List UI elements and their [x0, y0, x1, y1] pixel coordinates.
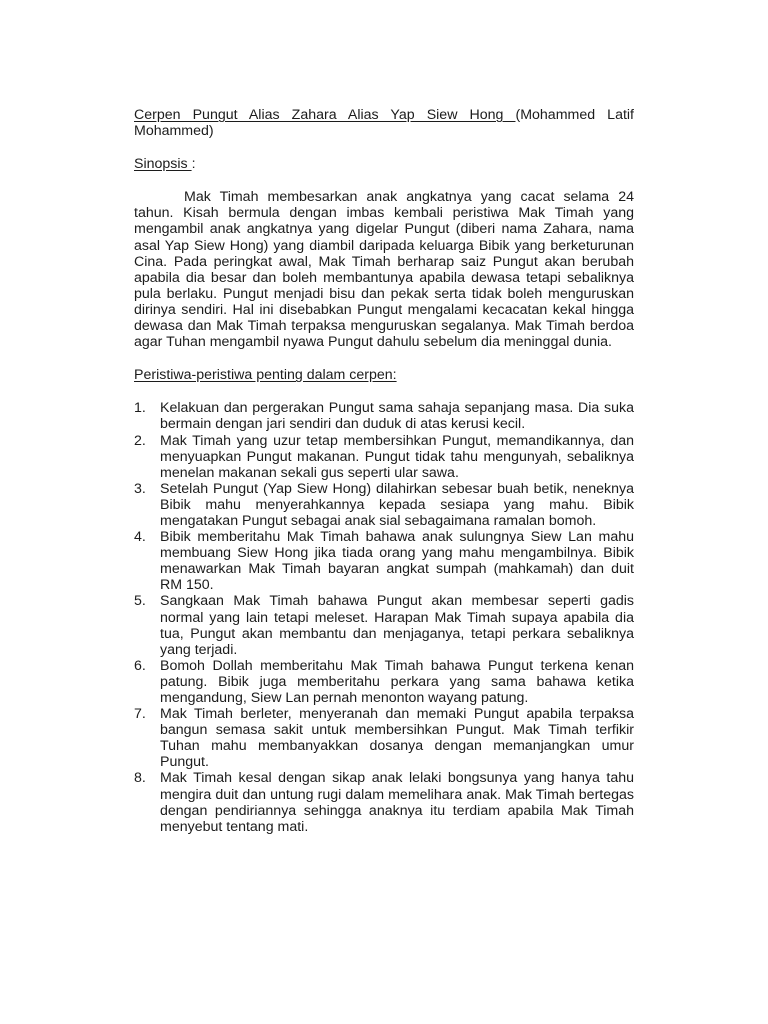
list-item-text: Sangkaan Mak Timah bahawa Pungut akan membesar seperti gadis normal yang lain tetapi meleset. Harapan Mak Timah supaya apabila dia tua, Pungut akan membantu dan menjaganya, tetapi perkara sebaliknya yang terjadi. — [160, 593, 634, 658]
list-item-number: 5. — [134, 593, 146, 610]
synopsis-heading-label: Sinopsis — [134, 156, 192, 173]
list-item-text: Bomoh Dollah memberitahu Mak Timah bahawa Pungut terkena kenan patung. Bibik juga memberitahu perkara yang sama bahawa ketika mengandung, Siew Lan pernah menonton wayang patung. — [160, 657, 634, 706]
events-list — [134, 400, 634, 835]
list-item-text: Setelah Pungut (Yap Siew Hong) dilahirkan sebesar buah betik, neneknya Bibik mahu menyerahkannya kepada sesiapa yang mahu. Bibik mengatakan Pungut sebagai anak sial sebagaimana ramalan bomoh. — [160, 480, 634, 529]
synopsis-heading-colon: : — [191, 156, 196, 173]
events-heading-label: Peristiwa-peristiwa penting dalam cerpen: — [134, 367, 397, 384]
list-item — [134, 400, 634, 432]
document-title — [134, 107, 634, 139]
story-author: (Mohammed Latif Mohammed) — [134, 107, 634, 140]
list-item-text: Mak Timah yang uzur tetap membersihkan Pungut, memandikannya, dan menyuapkan Pungut makanan. Pungut tidak tahu mengunyah, sebaliknya menelan makanan sekali gus seperti ular sawa. — [160, 432, 634, 481]
list-item-number: 3. — [134, 480, 146, 497]
document-page — [134, 107, 634, 835]
synopsis-heading — [134, 156, 634, 172]
list-item — [134, 706, 634, 770]
list-item-number: 6. — [134, 657, 146, 674]
list-item-text: Bibik memberitahu Mak Timah bahawa anak sulungnya Siew Lan mahu membuang Siew Hong jika tiada orang yang mahu mengambilnya. Bibik menawarkan Mak Timah bayaran angkat sumpah (mahkamah) dan duit RM 150. — [160, 529, 634, 594]
list-item — [134, 433, 634, 481]
list-item-number: 2. — [134, 432, 146, 449]
list-item — [134, 529, 634, 593]
list-item-number: 7. — [134, 706, 146, 723]
list-item-number: 8. — [134, 770, 146, 787]
events-heading — [134, 367, 634, 383]
list-item — [134, 593, 634, 657]
synopsis-paragraph: Mak Timah membesarkan anak angkatnya yang cacat selama 24 tahun. Kisah bermula dengan imbas kembali peristiwa Mak Timah yang mengambil anak angkatnya yang digelar Pungut (diberi nama Zahara, nama asal Yap Siew Hong) yang diambil daripada keluarga Bibik yang berketurunan Cina. Pada peringkat awal, Mak Timah berharap saiz Pungut akan berubah apabila dia besar dan boleh membantunya apabila dewasa tetapi sebaliknya pula berlaku. Pungut menjadi bisu dan pekak serta tidak boleh menguruskan dirinya sendiri. Hal ini disebabkan Pungut mengalami kecacatan kekal hingga dewasa dan Mak Timah terpaksa menguruskan segalanya. Mak Timah berdoa agar Tuhan mengambil nyawa Pungut dahulu sebelum dia meninggal dunia. — [134, 189, 634, 351]
list-item-text: Mak Timah kesal dengan sikap anak lelaki bongsunya yang hanya tahu mengira duit dan untung rugi dalam memelihara anak. Mak Timah bertegas dengan pendiriannya sehingga anaknya itu terdiam apabila Mak Timah menyebut tentang mati. — [160, 770, 634, 835]
list-item-number: 4. — [134, 529, 146, 546]
list-item-text: Mak Timah berleter, menyeranah dan memaki Pungut apabila terpaksa bangun semasa sakit untuk membersihkan Pungut. Mak Timah terfikir Tuhan mahu membanyakkan dosanya dengan memanjangkan umur Pungut. — [160, 706, 634, 771]
list-item — [134, 770, 634, 834]
list-item — [134, 481, 634, 529]
list-item-text: Kelakuan dan pergerakan Pungut sama sahaja sepanjang masa. Dia suka bermain dengan jari sendiri dan duduk di atas kerusi kecil. — [160, 400, 634, 433]
story-title: Cerpen Pungut Alias Zahara Alias Yap Siew Hong — [134, 107, 516, 123]
list-item-number: 1. — [134, 400, 146, 417]
list-item — [134, 658, 634, 706]
